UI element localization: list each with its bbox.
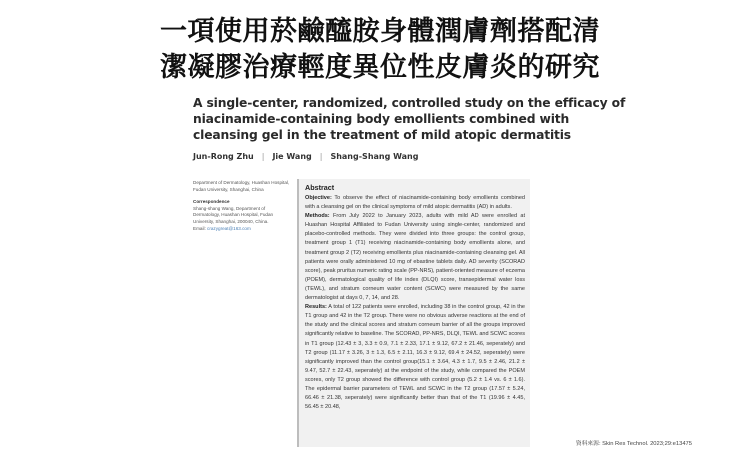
author-list [193, 152, 418, 161]
email-link[interactable]: crazygreat@163.com [207, 225, 251, 231]
email-label: Email: [193, 225, 206, 231]
abstract-methods [305, 212, 525, 303]
source-citation: 資料來源: Skin Res Technol. 2023;29:e13475 [575, 441, 692, 447]
paper-title [193, 95, 626, 143]
abstract-results [305, 303, 525, 412]
abstract-objective [305, 194, 525, 212]
correspondence-email-row [193, 226, 293, 233]
affiliation-column [193, 180, 293, 232]
chinese-headline-line-2: 潔凝膠治療輕度異位性皮膚炎的研究 [160, 52, 600, 83]
author-separator: | [319, 152, 323, 161]
paper-title-line-2: niacinamide-containing body emollients combined with [193, 112, 570, 126]
chinese-headline [160, 14, 600, 86]
results-text: A total of 122 patients were enrolled, including 38 in the control group, 42 in the T1 group and 42 in the T2 group. There were no obvious adverse reactions at the end of the study and the clinical scores and stratum corneum barrier of all the groups improved significantly relative to baseline. The SCORAD, PP-NRS, DLQI, TEWL and SCWC scores in T1 group (12.43 ± 3, 3.3 ± 0.9, 7.1 ± 2.33, 17.1 ± 9.12, 67.2 ± 21.46, seperately) and T2 group (11.17 ± 3.26, 3 ± 1.3, 6.5 ± 2.11, 16.3 ± 9.12, 69.4 ± 24.52, seperately) were significantly improved than the control group(15.1 ± 3.64, 4.3 ± 1.7, 9.5 ± 2.46, 21.2 ± 9.47, 52.7 ± 22.43, seperately) at the endpoint of the study, while compared the POEM scores, only T2 group showed the difference with control group (5.2 ± 1.4 vs. 6 ± 1.6). The epidermal barrier parameters of TEWL and SCWC in the T2 group (17.57 ± 5.24, 66.46 ± 21.38, seperately) were significantly better than that of the T1 (19.96 ± 4.45, 56.45 ± 20.48, [305, 304, 525, 411]
author-separator: | [261, 152, 265, 161]
objective-label: Objective: [305, 195, 332, 201]
paper-title-line-3: cleansing gel in the treatment of mild atopic dermatitis [193, 128, 571, 142]
paper-title-line-1: A single-center, randomized, controlled study on the efficacy of [193, 96, 626, 110]
author-name: Jie Wang [272, 152, 312, 161]
author-name: Shang-Shang Wang [330, 152, 419, 161]
correspondence-body: Shang-shang Wang, Department of Dermatology, Huashan Hospital, Fudan University, Shanghai, 200040, China. [193, 205, 274, 224]
abstract-box [297, 179, 530, 447]
abstract-heading: Abstract [305, 183, 335, 192]
objective-text: To observe the effect of niacinamide-containing body emollients combined with a cleansing gel on the clinical symptoms of mild atopic dermatitis (AD) in adults. [305, 195, 525, 211]
author-name: Jun-Rong Zhu [193, 152, 254, 161]
methods-text: From July 2022 to January 2023, adults with mild AD were enrolled at Huashan Hospital Affiliated to Fudan University using single-center, randomized and placebo-controlled methods. They were divided into three groups: the control group, treatment group 1 (T1) receiving niacinamide-containing body emollients alone, and treatment group 2 (T2) receiving emollients plus niacinamide-containing cleansing gel. All patients were orally administered 10 mg of ebastine tablets daily. AD severity (SCORAD score), peak pruritus numeric rating scale (PP-NRS), patient-oriented measure of eczema (POEM), dermatological quality of life index (DLQI) score, transepidermal water loss (TEWL), and stratum corneum water content (SCWC) were measured by the same dermatologist at days 0, 7, 14, and 28. [305, 213, 526, 302]
chinese-headline-line-1: 一項使用菸鹼醯胺身體潤膚劑搭配清 [160, 16, 600, 47]
methods-label: Methods: [305, 213, 330, 220]
affiliation-text: Department of Dermatology, Huashan Hospital, Fudan University, Shanghai, China [193, 180, 290, 192]
correspondence-heading: Correspondence [193, 199, 230, 205]
results-label: Results: [305, 304, 327, 311]
